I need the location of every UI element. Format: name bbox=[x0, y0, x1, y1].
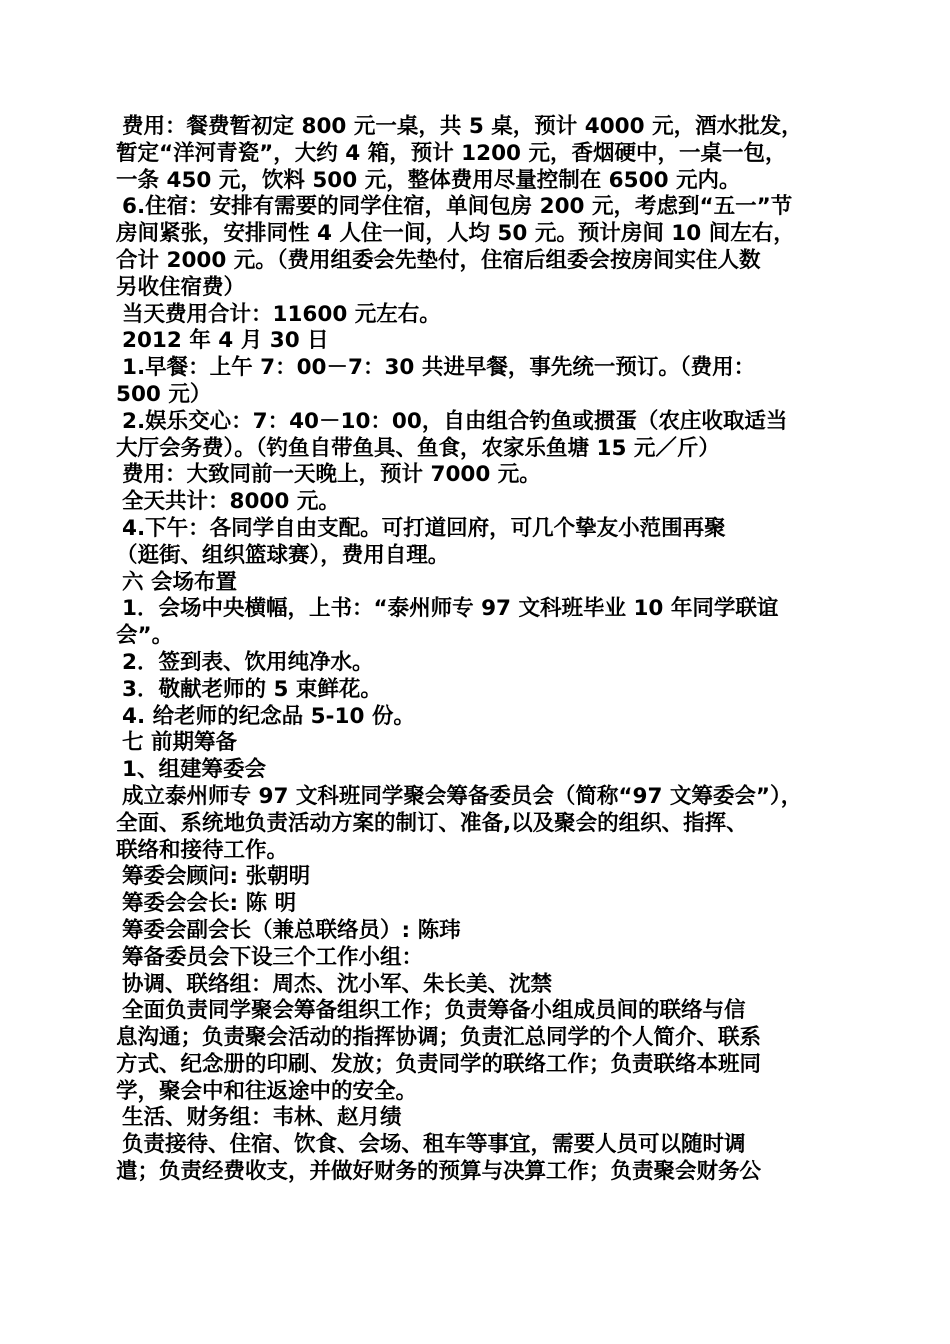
text-line: 筹备委员会下设三个工作小组： bbox=[122, 944, 424, 970]
text-line: （逛街、组织篮球赛），费用自理。 bbox=[116, 542, 450, 568]
text-line: 协调、联络组：周杰、沈小军、朱长美、沈禁 bbox=[122, 971, 553, 997]
text-line: 2.娱乐交心：7：40－10：00，自由组合钓鱼或掼蛋（农庄收取适当 bbox=[122, 408, 788, 434]
text-line: 暂定“洋河青瓷”，大约 4 箱，预计 1200 元，香烟硬中，一桌一包， bbox=[116, 140, 787, 166]
text-line: 1.早餐：上午 7：00－7：30 共进早餐，事先统一预订。（费用： bbox=[122, 355, 756, 381]
text-line: 1．会场中央横幅，上书：“泰州师专 97 文科班毕业 10 年同学联谊 bbox=[122, 596, 779, 622]
text-line: 方式、纪念册的印刷、发放；负责同学的联络工作；负责联络本班同 bbox=[116, 1051, 762, 1077]
text-line: 大厅会务费）。（钓鱼自带鱼具、鱼食，农家乐鱼塘 15 元／斤） bbox=[116, 435, 720, 461]
text-line: 筹委会顾问: 张朝明 bbox=[122, 864, 311, 890]
text-line: 一条 450 元，饮料 500 元，整体费用尽量控制在 6500 元内。 bbox=[116, 167, 741, 193]
text-line: 全面负责同学聚会筹备组织工作；负责筹备小组成员间的联络与信 bbox=[122, 998, 746, 1024]
text-line: 6.住宿：安排有需要的同学住宿，单间包房 200 元，考虑到“五一”节 bbox=[122, 194, 793, 220]
text-line: 2．签到表、饮用纯净水。 bbox=[122, 649, 374, 675]
text-line: 全天共计：8000 元。 bbox=[122, 489, 340, 515]
text-line: 筹委会会长: 陈 明 bbox=[122, 891, 297, 917]
text-line: 4.下午：各同学自由支配。可打道回府，可几个挚友小范围再聚 bbox=[122, 515, 726, 541]
text-line: 联络和接待工作。 bbox=[116, 837, 289, 863]
text-line: 负责接待、住宿、饮食、会场、租车等事宜，需要人员可以随时调 bbox=[122, 1132, 746, 1158]
text-line: 遣；负责经费收支，并做好财务的预算与决算工作；负责聚会财务公 bbox=[116, 1159, 762, 1185]
text-line: 1、组建筹委会 bbox=[122, 757, 266, 783]
text-line: 全面、系统地负责活动方案的制订、准备,以及聚会的组织、指挥、 bbox=[116, 810, 748, 836]
text-line: 4. 给老师的纪念品 5-10 份。 bbox=[122, 703, 415, 729]
text-line: 六 会场布置 bbox=[122, 569, 237, 595]
text-line: 费用：餐费暂初定 800 元一桌，共 5 桌，预计 4000 元，酒水批发， bbox=[122, 114, 803, 139]
text-line: 费用：大致同前一天晚上，预计 7000 元。 bbox=[122, 462, 541, 488]
text-line: 另收住宿费） bbox=[116, 274, 246, 300]
text-line: 息沟通；负责聚会活动的指挥协调；负责汇总同学的个人简介、联系 bbox=[116, 1025, 762, 1051]
text-line: 合计 2000 元。（费用组委会先垫付，住宿后组委会按房间实住人数 bbox=[116, 247, 761, 273]
document-body bbox=[116, 114, 836, 1186]
text-line: 2012 年 4 月 30 日 bbox=[122, 328, 329, 354]
text-line: 成立泰州师专 97 文科班同学聚会筹备委员会（简称“97 文筹委会”）， bbox=[122, 783, 803, 809]
text-line: 学，聚会中和往返途中的安全。 bbox=[116, 1078, 418, 1104]
text-line: 七 前期筹备 bbox=[122, 730, 237, 756]
text-line: 当天费用合计：11600 元左右。 bbox=[122, 301, 441, 327]
text-line: 500 元） bbox=[116, 381, 212, 407]
text-line: 会”。 bbox=[116, 623, 174, 649]
text-line: 生活、财务组：韦林、赵月绩 bbox=[122, 1105, 402, 1131]
text-line: 筹委会副会长（兼总联络员）: 陈玮 bbox=[122, 917, 461, 943]
text-line: 房间紧张，安排同性 4 人住一间，人均 50 元。预计房间 10 间左右， bbox=[116, 221, 795, 247]
text-line: 3．敬献老师的 5 束鲜花。 bbox=[122, 676, 382, 702]
